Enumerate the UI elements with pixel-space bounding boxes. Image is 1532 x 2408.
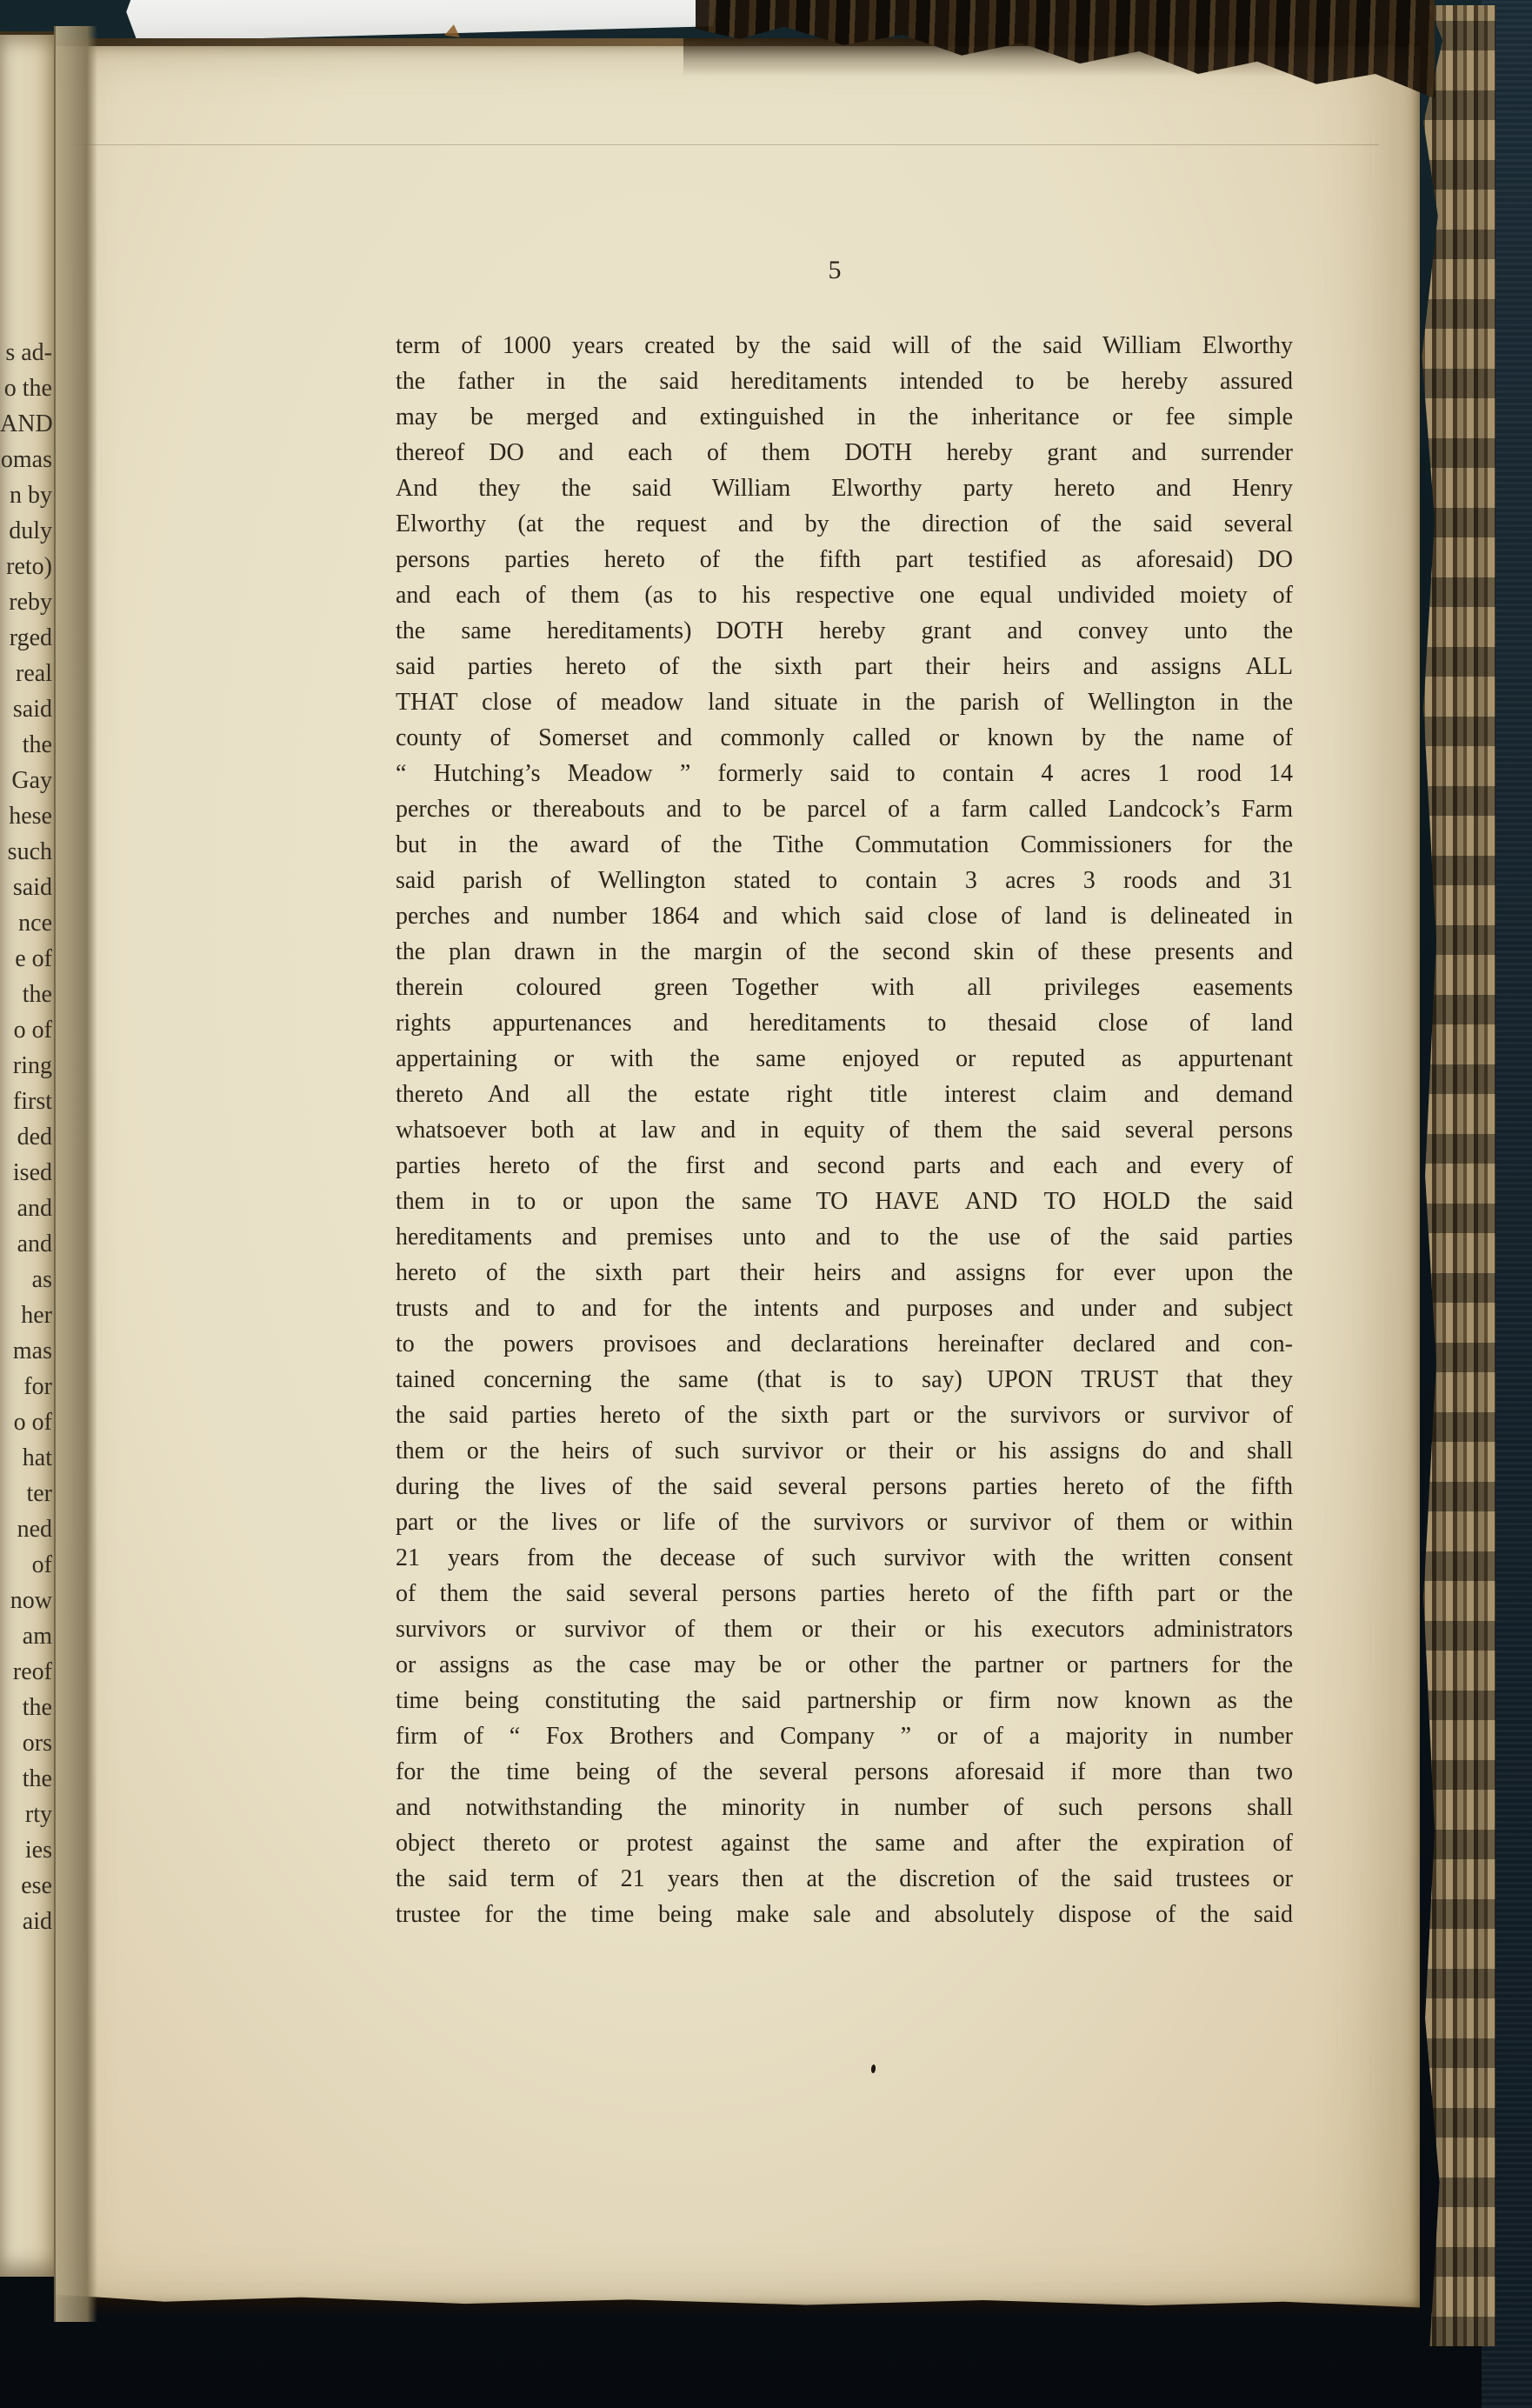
facing-page-sliver xyxy=(0,31,56,2277)
text-line: thereto And all the estate right title interest claim and demand xyxy=(396,1081,1293,1108)
page-block-fore-edge xyxy=(1415,5,1495,2346)
text-line: persons parties hereto of the fifth part testified as aforesaid) DO xyxy=(396,546,1293,573)
text-line: Elworthy (at the request and by the direction of the said several xyxy=(396,510,1293,537)
text-line: the plan drawn in the margin of the second skin of these presents and xyxy=(396,938,1293,965)
text-line: county of Somerset and commonly called or known by the name of xyxy=(396,724,1293,751)
facing-page-fragment: n by xyxy=(10,482,52,509)
facing-page-fragment: for xyxy=(23,1373,52,1400)
facing-page-fragment: rty xyxy=(24,1801,52,1828)
text-line: appertaining or with the same enjoyed or reputed as appurtenant xyxy=(396,1045,1293,1072)
text-line: 21 years from the decease of such survivor with the written consent xyxy=(396,1544,1293,1571)
facing-page-fragment: ors xyxy=(22,1730,52,1757)
page-bottom-shadow xyxy=(56,2285,1420,2315)
text-line: them or the heirs of such survivor or their or his assigns do and shall xyxy=(396,1437,1293,1464)
white-paper-slip xyxy=(126,0,718,42)
text-line: said parish of Wellington stated to contain 3 acres 3 roods and 31 xyxy=(396,867,1293,894)
facing-page-fragment: first xyxy=(12,1088,52,1115)
facing-page-fragment: said xyxy=(12,696,52,723)
page-text xyxy=(396,328,1293,1932)
text-line: for the time being of the several persons aforesaid if more than two xyxy=(396,1758,1293,1785)
text-line: hereto of the sixth part their heirs and assigns for ever upon the xyxy=(396,1259,1293,1286)
text-line: time being constituting the said partnership or firm now known as the xyxy=(396,1687,1293,1714)
facing-page-fragment: her xyxy=(21,1302,52,1329)
page-number: 5 xyxy=(828,256,842,284)
text-line: part or the lives or life of the survivors or survivor of them or within xyxy=(396,1509,1293,1536)
facing-page-fragment: rged xyxy=(9,624,52,651)
facing-page-fragment: such xyxy=(7,838,52,865)
facing-page-fragment: s ad- xyxy=(5,339,52,366)
facing-page-fragment: hat xyxy=(22,1444,52,1471)
facing-page-fragment: said xyxy=(12,874,52,901)
facing-page-fragment: ring xyxy=(12,1052,52,1079)
text-line: tained concerning the same (that is to say) UPON TRUST that they xyxy=(396,1366,1293,1393)
text-line: to the powers provisoes and declarations hereinafter declared and con- xyxy=(396,1331,1293,1357)
facing-page-fragment: o of xyxy=(13,1017,52,1044)
text-line: and each of them (as to his respective one equal undivided moiety of xyxy=(396,582,1293,609)
text-line: And they the said William Elworthy party hereto and Henry xyxy=(396,475,1293,502)
facing-page-fragment: and xyxy=(17,1231,52,1257)
facing-page-fragment: ese xyxy=(21,1872,52,1899)
facing-page-fragment: ised xyxy=(12,1159,52,1186)
text-line: them in to or upon the same TO HAVE AND TO HOLD the said xyxy=(396,1188,1293,1215)
facing-page-fragment: duly xyxy=(9,517,52,544)
text-line: THAT close of meadow land situate in the parish of Wellington in the xyxy=(396,689,1293,716)
text-line: of them the said several persons parties hereto of the fifth part or the xyxy=(396,1580,1293,1607)
facing-page-fragment: ned xyxy=(17,1516,52,1543)
facing-page-fragment: real xyxy=(16,660,52,687)
facing-page-fragment: reby xyxy=(9,589,52,616)
text-line: said parties hereto of the sixth part their heirs and assigns ALL xyxy=(396,653,1293,680)
text-line: “ Hutching’s Meadow ” formerly said to contain 4 acres 1 rood 14 xyxy=(396,760,1293,787)
impression-line xyxy=(70,144,1379,145)
facing-page-fragment: hese xyxy=(9,803,52,830)
text-line: during the lives of the said several persons parties hereto of the fifth xyxy=(396,1473,1293,1500)
text-line: or assigns as the case may be or other the partner or partners for the xyxy=(396,1651,1293,1678)
text-line: survivors or survivor of them or their or his executors administrators xyxy=(396,1616,1293,1643)
text-line: may be merged and extinguished in the inheritance or fee simple xyxy=(396,404,1293,430)
facing-page-fragment: the xyxy=(22,981,52,1008)
facing-page-fragment: ies xyxy=(24,1837,52,1864)
text-line: term of 1000 years created by the said will of the said William Elworthy xyxy=(396,332,1293,359)
facing-page-fragment: mas xyxy=(12,1337,52,1364)
facing-page-fragment: am xyxy=(22,1623,52,1650)
text-line: thereof DO and each of them DOTH hereby grant and surrender xyxy=(396,439,1293,466)
facing-page-fragment: reto) xyxy=(6,553,52,580)
facing-page-fragment: nce xyxy=(18,910,52,937)
text-line: trustee for the time being make sale and absolutely dispose of the said xyxy=(396,1901,1293,1928)
facing-page-fragment: and xyxy=(17,1195,52,1222)
text-line: object thereto or protest against the same and after the expiration of xyxy=(396,1830,1293,1857)
facing-page-fragment: o of xyxy=(13,1409,52,1436)
text-line: the same hereditaments) DOTH hereby grant and convey unto the xyxy=(396,617,1293,644)
text-line: parties hereto of the first and second parts and each and every of xyxy=(396,1152,1293,1179)
book-page xyxy=(56,38,1420,2310)
text-line: the said term of 21 years then at the discretion of the said trustees or xyxy=(396,1865,1293,1892)
facing-page-text-fragments xyxy=(0,335,52,1939)
text-line: the said parties hereto of the sixth part or the survivors or survivor of xyxy=(396,1402,1293,1429)
facing-page-fragment: o the xyxy=(3,375,52,402)
facing-page-fragment: aid xyxy=(22,1908,52,1935)
facing-page-fragment: now xyxy=(10,1587,52,1614)
facing-page-fragment: ded xyxy=(17,1124,52,1151)
paper-chip xyxy=(444,23,462,37)
text-line: perches or thereabouts and to be parcel of a farm called Landcock’s Farm xyxy=(396,796,1293,823)
text-line: perches and number 1864 and which said close of land is delineated in xyxy=(396,903,1293,930)
facing-page-fragment: the xyxy=(22,731,52,758)
facing-page-fragment: Gay xyxy=(11,767,52,794)
facing-page-fragment: the xyxy=(22,1694,52,1721)
text-line: trusts and to and for the intents and purposes and under and subject xyxy=(396,1295,1293,1322)
facing-page-fragment: the xyxy=(22,1765,52,1792)
facing-page-fragment: ter xyxy=(26,1480,52,1507)
facing-page-fragment: AND xyxy=(0,410,53,437)
text-line: hereditaments and premises unto and to the use of the said parties xyxy=(396,1224,1293,1251)
text-line: whatsoever both at law and in equity of them the said several persons xyxy=(396,1117,1293,1144)
gutter-shadow xyxy=(56,26,97,2322)
facing-page-fragment: reof xyxy=(12,1658,52,1685)
text-line: therein coloured green Together with all privileges easements xyxy=(396,974,1293,1001)
facing-page-fragment: e of xyxy=(15,945,52,972)
text-line: but in the award of the Tithe Commutation Commissioners for the xyxy=(396,831,1293,858)
text-line: and notwithstanding the minority in number of such persons shall xyxy=(396,1794,1293,1821)
text-line: rights appurtenances and hereditaments to thesaid close of land xyxy=(396,1010,1293,1037)
facing-page-fragment: omas xyxy=(0,446,52,473)
facing-page-fragment: as xyxy=(31,1266,52,1293)
text-line: the father in the said hereditaments intended to be hereby assured xyxy=(396,368,1293,395)
facing-page-fragment: of xyxy=(31,1551,52,1578)
text-line: firm of “ Fox Brothers and Company ” or of a majority in number xyxy=(396,1723,1293,1750)
